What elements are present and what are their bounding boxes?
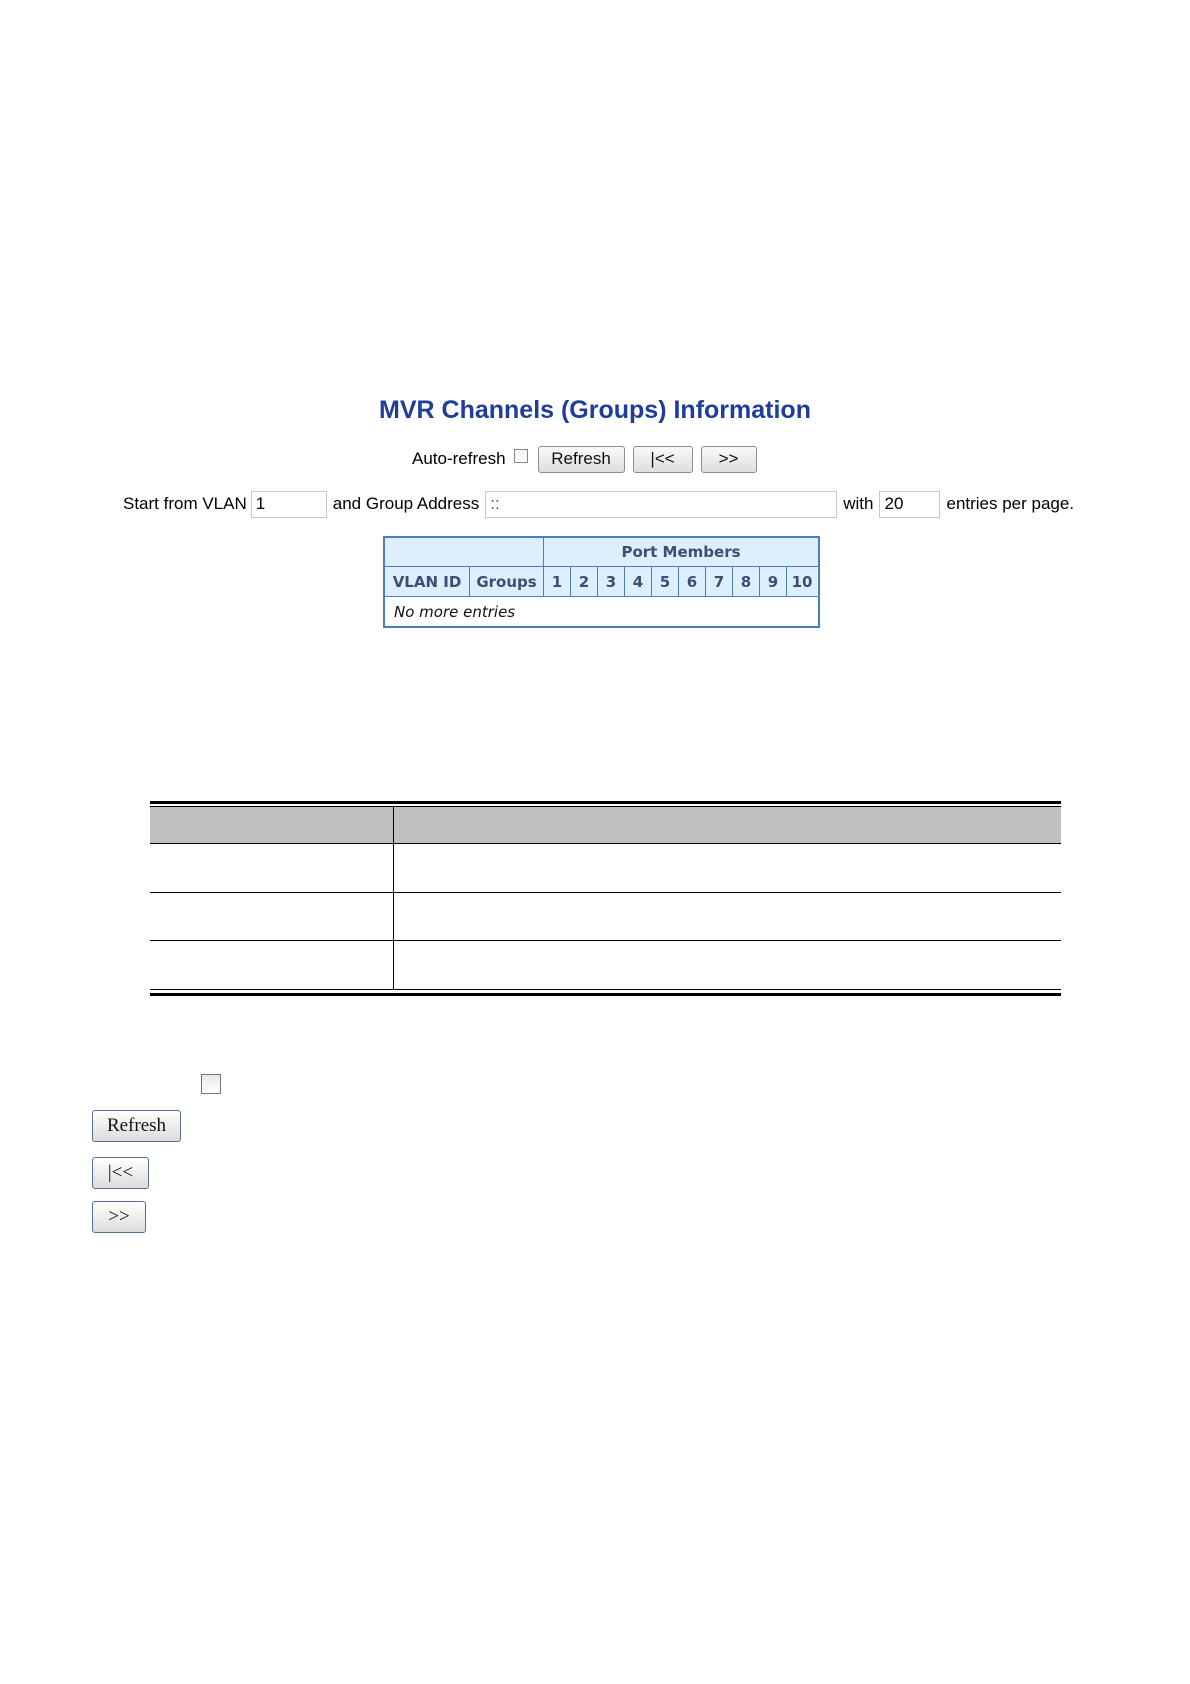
group-address-input[interactable]: :: (485, 491, 837, 518)
doc-refresh-button[interactable]: Refresh (92, 1110, 181, 1142)
port-header-8: 8 (733, 567, 760, 596)
entries-per-page-label: entries per page. (946, 494, 1075, 513)
group-address-label: and Group Address (332, 494, 480, 513)
mvr-channels-table (383, 536, 820, 628)
port-header-1: 1 (544, 567, 571, 596)
first-page-button[interactable]: |<< (633, 446, 693, 473)
empty-table-message: No more entries (385, 596, 818, 626)
port-header-4: 4 (625, 567, 652, 596)
port-header-10: 10 (787, 567, 817, 596)
port-members-header: Port Members (544, 538, 818, 567)
groups-header: Groups (470, 567, 544, 596)
entries-per-page-input[interactable]: 20 (879, 491, 940, 518)
filter-row (123, 490, 1074, 518)
port-header-9: 9 (760, 567, 787, 596)
refresh-button[interactable]: Refresh (538, 446, 625, 473)
vlan-id-header: VLAN ID (385, 567, 470, 596)
start-vlan-label: Start from VLAN (123, 494, 247, 513)
desc-table-row-divider (150, 892, 1061, 893)
desc-table-row-divider (150, 940, 1061, 941)
desc-table-header (150, 807, 1061, 844)
port-header-3: 3 (598, 567, 625, 596)
port-header-5: 5 (652, 567, 679, 596)
doc-next-page-button[interactable]: >> (92, 1201, 146, 1233)
desc-table-top-rule (150, 801, 1061, 804)
start-vlan-input[interactable]: 1 (251, 491, 327, 518)
port-header-6: 6 (679, 567, 706, 596)
desc-table-column-divider (393, 806, 394, 990)
auto-refresh-label: Auto-refresh (412, 449, 506, 468)
table-subheader-row (385, 567, 818, 596)
with-label: with (843, 494, 874, 513)
port-header-2: 2 (571, 567, 598, 596)
toolbar (412, 445, 765, 473)
header-blank-cell (385, 538, 544, 567)
page-title: MVR Channels (Groups) Information (379, 396, 811, 424)
next-page-button[interactable]: >> (701, 446, 757, 473)
auto-refresh-checkbox[interactable] (514, 449, 528, 463)
table-header-row (385, 538, 818, 567)
auto-refresh-checkbox-icon[interactable] (201, 1074, 221, 1094)
doc-first-page-button[interactable]: |<< (92, 1157, 149, 1189)
port-header-7: 7 (706, 567, 733, 596)
desc-table-bottom-rule-2 (150, 993, 1061, 996)
desc-table-top-rule-2 (150, 806, 1061, 807)
desc-table-bottom-rule (150, 989, 1061, 990)
